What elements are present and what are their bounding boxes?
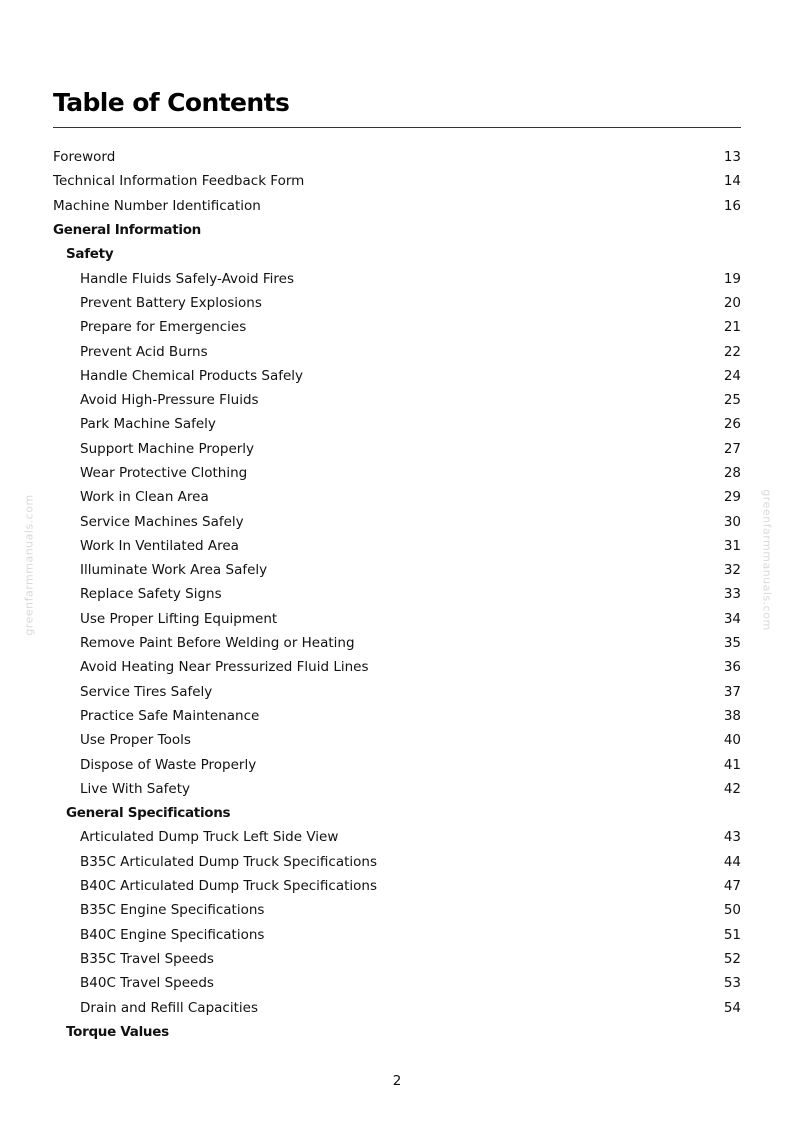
- toc-section-heading: [53, 801, 741, 825]
- toc-entry-title: Illuminate Work Area Safely: [80, 562, 268, 579]
- toc-entry[interactable]: [53, 947, 741, 971]
- toc-entry-title: Support Machine Properly: [80, 440, 255, 457]
- toc-entry[interactable]: [53, 728, 741, 752]
- toc-entry-title: Drain and Refill Capacities: [80, 999, 258, 1016]
- toc-entry-page-number: 31: [723, 537, 741, 554]
- page-title: Table of Contents: [53, 88, 290, 117]
- toc-entry-page-number: 20: [723, 294, 741, 311]
- toc-entry[interactable]: [53, 534, 741, 558]
- toc-section-heading: [53, 242, 741, 266]
- toc-entry-title: Prevent Acid Burns: [80, 343, 208, 360]
- toc-entry[interactable]: [53, 607, 741, 631]
- toc-entry-page-number: 51: [723, 926, 741, 943]
- toc-entry-page-number: 33: [723, 586, 741, 603]
- toc-entry[interactable]: [53, 874, 741, 898]
- toc-entry-title: Work In Ventilated Area: [80, 537, 239, 554]
- toc-entry[interactable]: [53, 461, 741, 485]
- toc-entry-title: Remove Paint Before Welding or Heating: [80, 635, 355, 652]
- toc-entry-title: Technical Information Feedback Form: [53, 173, 305, 190]
- toc-entry-page-number: 32: [723, 562, 741, 579]
- toc-entry-title: Prepare for Emergencies: [80, 319, 247, 336]
- toc-entry[interactable]: [53, 315, 741, 339]
- toc-entry-title: B40C Articulated Dump Truck Specifications: [80, 878, 378, 895]
- toc-entry[interactable]: [53, 437, 741, 461]
- toc-entry[interactable]: [53, 655, 741, 679]
- toc-entry[interactable]: [53, 145, 741, 169]
- toc-entry-title: Safety: [66, 246, 114, 263]
- toc-entry-title: B40C Engine Specifications: [80, 926, 265, 943]
- toc-entry-title: Torque Values: [66, 1023, 169, 1040]
- toc-entry-title: Service Machines Safely: [80, 513, 244, 530]
- toc-entry[interactable]: [53, 995, 741, 1019]
- toc-entry[interactable]: [53, 850, 741, 874]
- toc-entry-page-number: 38: [723, 707, 741, 724]
- toc-entry-page-number: 16: [723, 197, 741, 214]
- toc-entry-title: Dispose of Waste Properly: [80, 756, 257, 773]
- toc-entry-title: Handle Fluids Safely-Avoid Fires: [80, 270, 295, 287]
- toc-entry-page-number: 21: [723, 319, 741, 336]
- toc-entry-page-number: 54: [723, 999, 741, 1016]
- toc-entry[interactable]: [53, 825, 741, 849]
- toc-entry-page-number: 41: [723, 756, 741, 773]
- toc-entry[interactable]: [53, 680, 741, 704]
- toc-entry[interactable]: [53, 582, 741, 606]
- toc-entry[interactable]: [53, 558, 741, 582]
- toc-entry-title: Replace Safety Signs: [80, 586, 222, 603]
- toc-entry[interactable]: [53, 704, 741, 728]
- toc-entry-title: Articulated Dump Truck Left Side View: [80, 829, 339, 846]
- toc-entry-title: B40C Travel Speeds: [80, 975, 214, 992]
- toc-entry-page-number: 13: [723, 149, 741, 166]
- toc-entry-title: Prevent Battery Explosions: [80, 294, 262, 311]
- toc-entry-page-number: 40: [723, 732, 741, 749]
- toc-entry-title: Use Proper Tools: [80, 732, 191, 749]
- toc-entry-page-number: 26: [723, 416, 741, 433]
- toc-entry[interactable]: [53, 777, 741, 801]
- toc-entry-title: Avoid High-Pressure Fluids: [80, 392, 259, 409]
- toc-entry-page-number: 25: [723, 392, 741, 409]
- toc-entry-page-number: 28: [723, 465, 741, 481]
- toc-entry-page-number: 34: [723, 610, 741, 627]
- toc-entry-page-number: 29: [723, 489, 741, 506]
- toc-entry[interactable]: [53, 339, 741, 363]
- watermark-right: greenfarmmanuals.com: [760, 489, 774, 631]
- toc-entry[interactable]: [53, 194, 741, 218]
- toc-entry-page-number: 24: [723, 367, 741, 384]
- toc-entry-page-number: 47: [723, 878, 741, 895]
- toc-entry-title: Machine Number Identification: [53, 197, 261, 214]
- toc-entry-page-number: 43: [723, 829, 741, 846]
- toc-entry-page-number: 22: [723, 343, 741, 360]
- toc-entry[interactable]: [53, 923, 741, 947]
- toc-entry-page-number: 52: [723, 950, 741, 967]
- toc-entry-title: Service Tires Safely: [80, 683, 213, 700]
- toc-entry[interactable]: [53, 509, 741, 533]
- toc-entry-title: Park Machine Safely: [80, 416, 216, 433]
- toc-entry-page-number: 42: [723, 780, 741, 797]
- toc-entry-page-number: 35: [723, 635, 741, 652]
- toc-entry-page-number: 37: [723, 683, 741, 700]
- toc-entry-title: B35C Articulated Dump Truck Specifications: [80, 853, 378, 870]
- toc-entry[interactable]: [53, 266, 741, 290]
- toc-entry-title: General Specifications: [66, 805, 231, 822]
- toc-entry-title: Use Proper Lifting Equipment: [80, 610, 278, 627]
- toc-section-heading: [53, 218, 741, 242]
- toc-entry-title: Foreword: [53, 149, 116, 166]
- toc-entry-page-number: 44: [723, 853, 741, 870]
- toc-entry-title: Wear Protective Clothing: [80, 465, 248, 481]
- toc-entry[interactable]: [53, 169, 741, 193]
- toc-entry-title: Work in Clean Area: [80, 489, 209, 506]
- toc-section-heading: [53, 1020, 741, 1044]
- title-divider: [53, 127, 741, 128]
- toc-entry[interactable]: [53, 971, 741, 995]
- toc-entry-title: General Information: [53, 222, 201, 239]
- toc-entry-title: B35C Travel Speeds: [80, 950, 214, 967]
- toc-entry-page-number: 30: [723, 513, 741, 530]
- toc-entry-page-number: 14: [723, 173, 741, 190]
- toc-entry[interactable]: [53, 752, 741, 776]
- toc-entry-title: B35C Engine Specifications: [80, 902, 265, 919]
- toc-entry[interactable]: [53, 412, 741, 436]
- toc-entry-page-number: 19: [723, 270, 741, 287]
- toc-entry-title: Handle Chemical Products Safely: [80, 367, 304, 384]
- toc-entry[interactable]: [53, 291, 741, 315]
- toc-entry[interactable]: [53, 898, 741, 922]
- toc-entry-page-number: 53: [723, 975, 741, 992]
- page-number: 2: [392, 1073, 402, 1089]
- toc-entry[interactable]: [53, 485, 741, 509]
- toc-entry-title: Practice Safe Maintenance: [80, 707, 260, 724]
- toc-entry-page-number: 27: [723, 440, 741, 457]
- toc-entry-title: Live With Safety: [80, 780, 190, 797]
- toc-entry-page-number: 50: [723, 902, 741, 919]
- toc-list: [53, 145, 741, 1044]
- toc-entry-page-number: 36: [723, 659, 741, 676]
- toc-entry[interactable]: [53, 631, 741, 655]
- watermark-left: greenfarmmanuals.com: [22, 494, 36, 636]
- toc-entry-title: Avoid Heating Near Pressurized Fluid Lines: [80, 659, 369, 676]
- toc-entry[interactable]: [53, 388, 741, 412]
- toc-entry[interactable]: [53, 364, 741, 388]
